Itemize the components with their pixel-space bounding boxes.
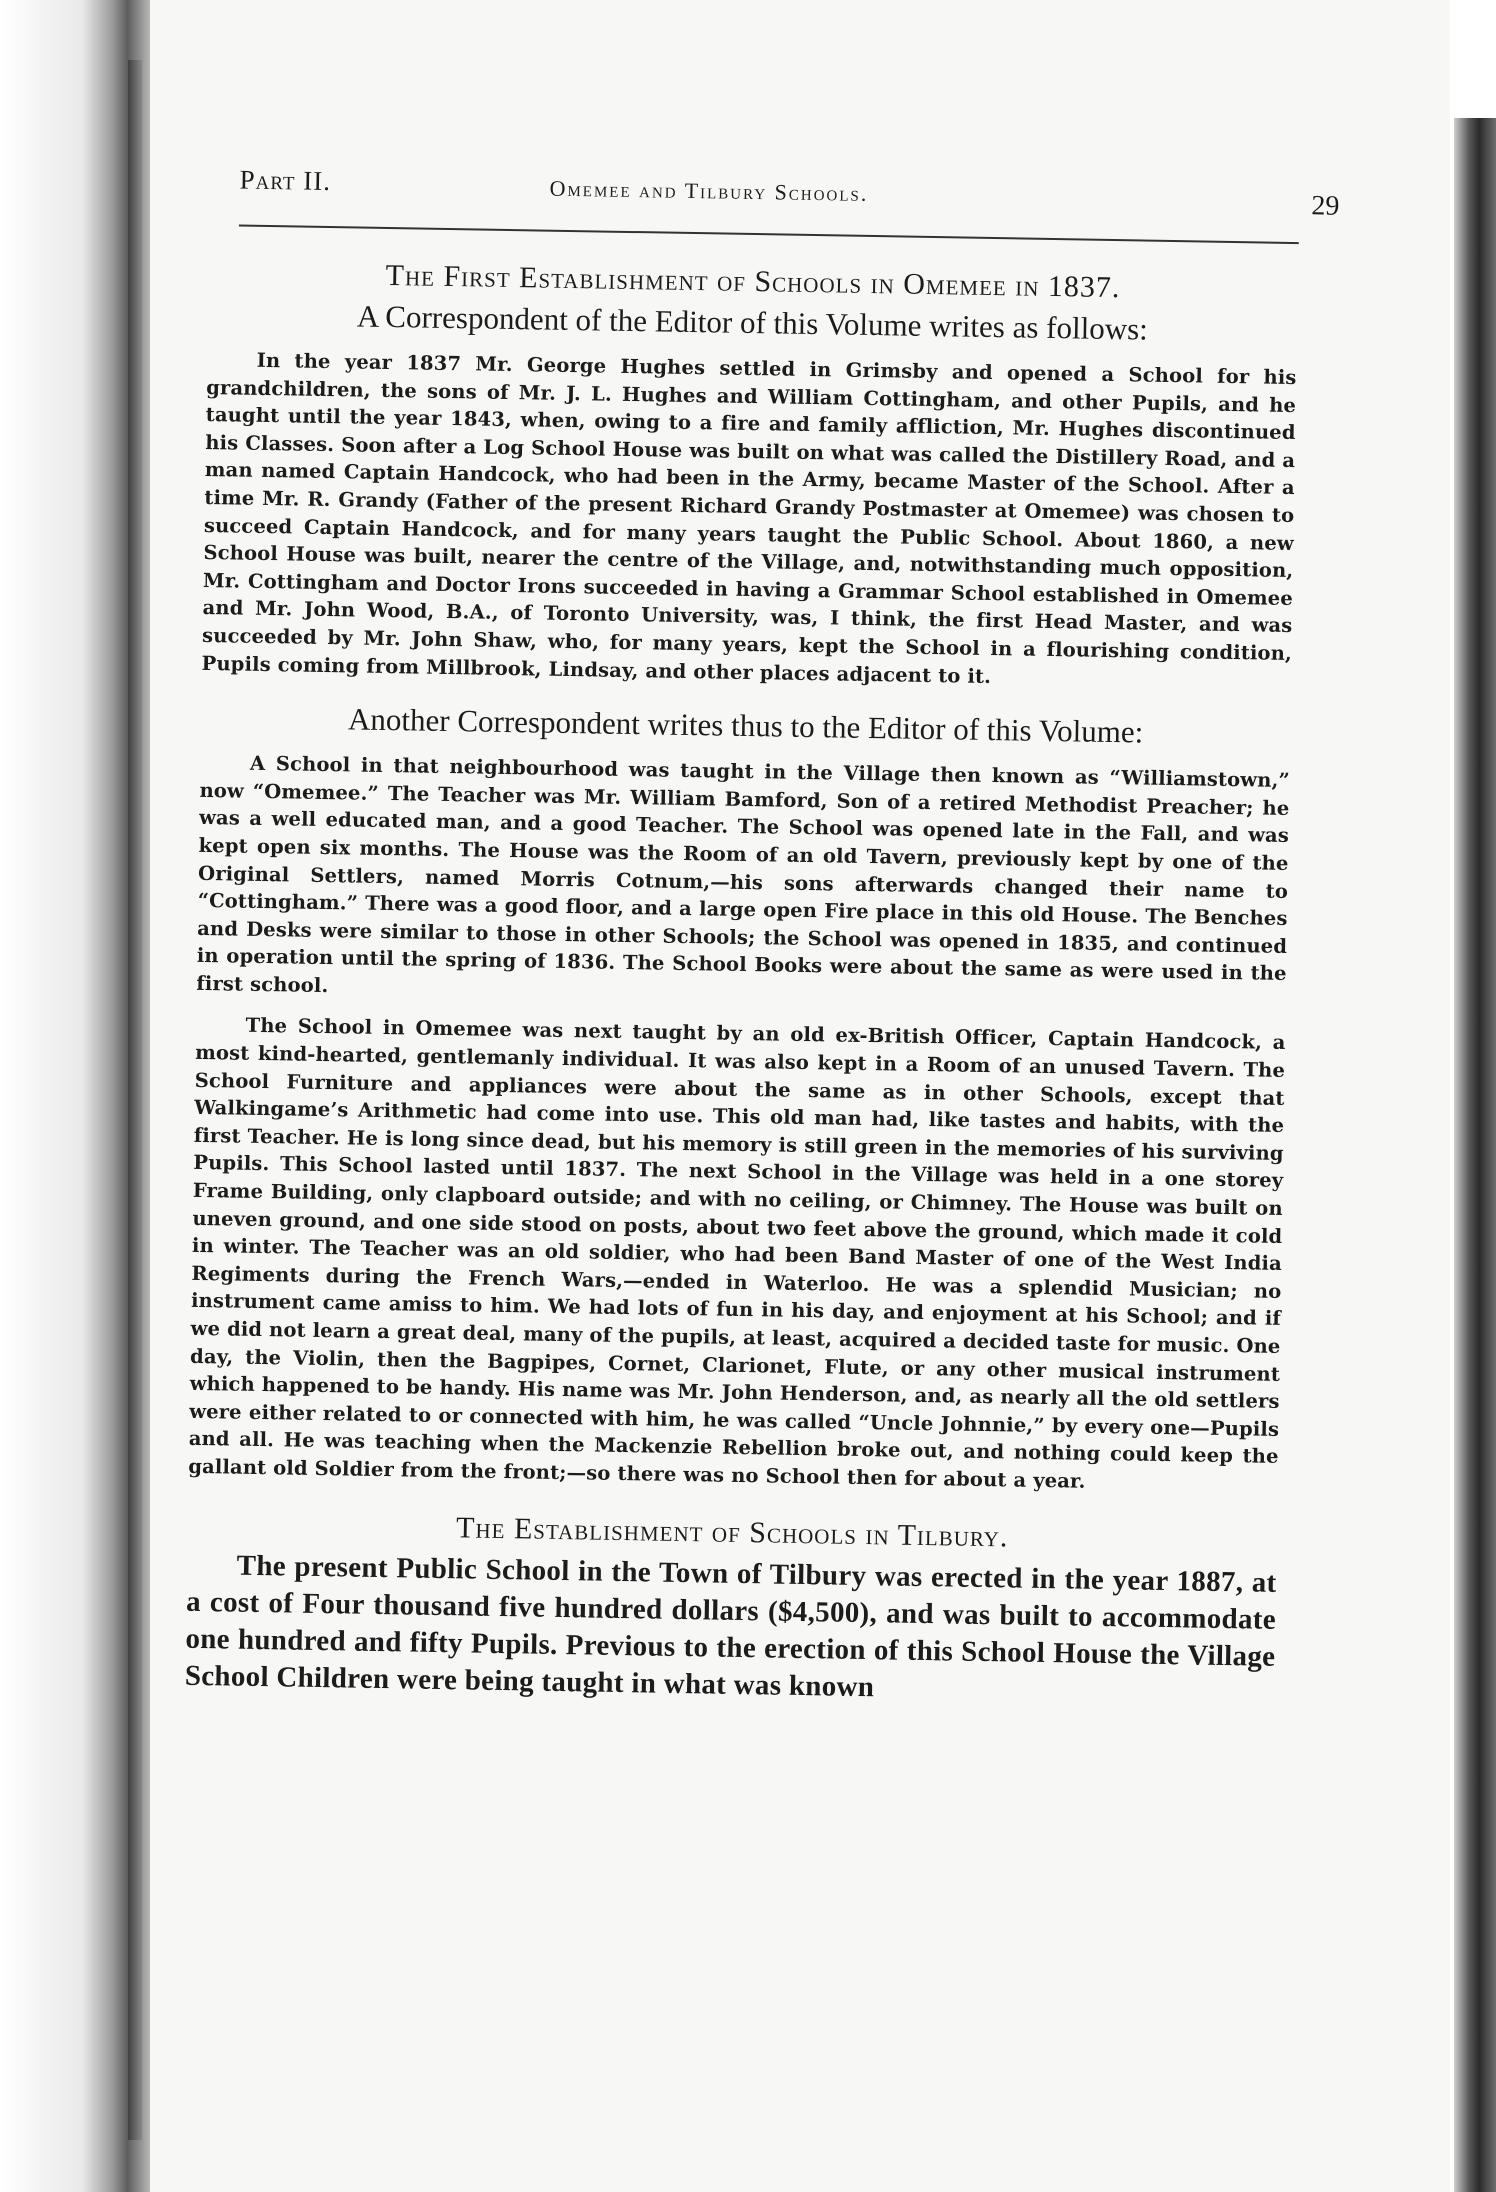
another-paragraph-1: A School in that neighbourhood was taught in the Village then known as “Williamstown,” now “Omemee.” The Teacher was Mr. William Bamford, Son of a retired Methodist Preacher; he was a well educated man, and a good Teacher. The School was opened late in the Fall, and was kept open six months. The House was the Room of an old Tavern, previously kept by one of the Original Settlers, named Morris Cotnum,—his sons afterwards changed their name to “Cottingham.” There was a good floor, and a large open Fire place in this old House. The Benches and Desks were similar to those in other Schools; the School was opened in 1835, and continued in operation until the spring of 1836. The School Books were about the same as were used in the first school. bbox=[196, 751, 1291, 997]
correspondent-line-2: Another Correspondent writes thus to the Editor of this Volume: bbox=[347, 701, 1144, 750]
book-fore-edge bbox=[1454, 118, 1496, 2192]
page-content bbox=[184, 160, 1340, 1712]
running-title: Omemee and Tilbury Schools. bbox=[549, 175, 869, 206]
part-label: Part II. bbox=[239, 164, 332, 197]
section-title-omemee: The First Establishment of Schools in Omemee in 1837. bbox=[385, 258, 1121, 305]
section-title-tilbury: The Establishment of Schools in Tilbury. bbox=[455, 1510, 1009, 1553]
page-number: 29 bbox=[1311, 190, 1340, 222]
another-paragraph-2: The School in Omemee was next taught by an old ex-British Officer, Captain Handcock, a most kind-hearted, gentlemanly individual. It was also kept in a Room of an unused Tavern. The School Furniture and appliances were about the same as in other Schools, except that Walkingame’s Arithmetic had come into use. This old man had, like tastes and habits, with the first Teacher. He is long since dead, but his memory is still green in the memories of his surviving Pupils. This School lasted until 1837. The next School in the Village was held in a one storey Frame Building, only clapboard outside; and with no ceiling, or Chimney. The House was built on uneven ground, and one side stood on posts, about two feet above the ground, which made it cold in winter. The Teacher was an old soldier, who had been Band Master of one of the West India Regiments during the French Wars,—ended in Waterloo. He was a splendid Musician; no instrument came amiss to him. We had lots of fun in his day, and enjoyment at his School; and if we did not learn a great deal, many of the pupils, at least, acquired a decided taste for music. One day, the Violin, then the Bagpipes, Cornet, Clarionet, Flute, or any other musical instrument which happened to be handy. His name was Mr. John Henderson, and, as nearly all the old settlers were either related to or connected with him, he was called “Uncle Johnnie,” by every one—Pupils and all. He was teaching when the Mackenzie Rebellion broke out, and nothing could keep the gallant old Soldier from the front;—so there was no School then for about a year. bbox=[188, 1014, 1286, 1493]
tilbury-paragraph: The present Public School in the Town of Tilbury was erected in the year 1887, at a cost of Four thousand five hundred dollars ($4,500), and was built to accommodate one hundred and fifty Pupils. Previous to the erection of this School House the Village School Children were being taught in what was known bbox=[184, 1549, 1277, 1703]
omemee-paragraph: In the year 1837 Mr. George Hughes settled in Grimsby and opened a School for his grandchildren, the sons of Mr. J. L. Hughes and William Cottingham, and other Pupils, and he taught until the year 1843, when, owing to a fire and family affliction, Mr. Hughes discontinued his Classes. Soon after a Log School House was built on what was called the Distillery Road, and a man named Captain Handcock, who had been in the Army, became Master of the School. After a time Mr. R. Grandy (Father of the present Richard Grandy Postmaster at Omemee) was chosen to succeed Captain Handcock, and for many years taught the Public School. About 1860, a new School House was built, nearer the centre of the Village, and, notwithstanding much opposition, Mr. Cottingham and Doctor Irons succeeded in having a Grammar School established in Omemee and Mr. John Wood, B.A., of Toronto University, was, I think, the first Head Master, and was succeeded by Mr. John Shaw, who, for many years, kept the School in a flourishing condition, Pupils coming from Millbrook, Lindsay, and other places adjacent to it. bbox=[201, 348, 1297, 688]
facing-page-edge bbox=[128, 60, 142, 2140]
correspondent-line-1: A Correspondent of the Editor of this Volume writes as follows: bbox=[356, 298, 1149, 347]
